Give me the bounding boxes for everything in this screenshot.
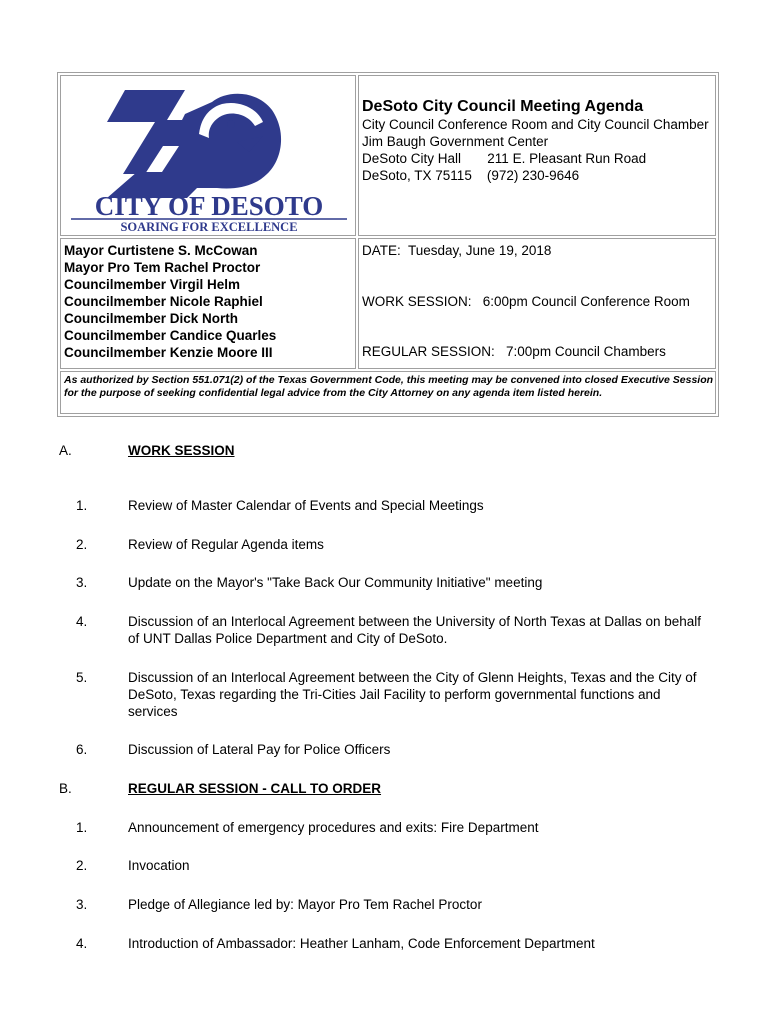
item-number: 1. (76, 820, 88, 835)
address-line: DeSoto, TX 75115 (972) 230-9646 (362, 168, 580, 183)
council-member: Councilmember Virgil Helm (64, 277, 241, 292)
item-text: Update on the Mayor's "Take Back Our Community Initiative" meeting (128, 575, 543, 590)
council-member: Councilmember Nicole Raphiel (64, 294, 263, 309)
item-number: 5. (76, 670, 88, 685)
council-member: Mayor Curtistene S. McCowan (64, 243, 258, 258)
title-cell (358, 75, 716, 236)
notice-text: As authorized by Section 551.071(2) of the Texas Government Code, this meeting may be convened into closed Executive Session for the purpose of seeking confidential legal advice from the City Attorney on any agenda item listed herein. (64, 374, 714, 399)
executive-session-notice (60, 371, 716, 414)
council-member: Councilmember Dick North (64, 311, 239, 326)
regular-session-time: REGULAR SESSION: 7:00pm Council Chambers (362, 344, 666, 359)
item-text: Discussion of an Interlocal Agreement between the University of North Texas at Dallas on behalf of UNT Dallas Police Department and City of DeSoto. (128, 614, 702, 646)
item-text: Review of Master Calendar of Events and Special Meetings (128, 498, 484, 513)
council-member: Mayor Pro Tem Rachel Proctor (64, 260, 261, 275)
item-number: 3. (76, 897, 88, 912)
item-number: 6. (76, 742, 88, 757)
section-letter: A. (59, 443, 72, 458)
item-number: 2. (76, 537, 88, 552)
logo-tagline: SOARING FOR EXCELLENCE (120, 220, 298, 232)
item-text: Invocation (128, 858, 190, 873)
council-members-cell (60, 238, 356, 369)
schedule-cell (358, 238, 716, 369)
item-text: Review of Regular Agenda items (128, 537, 324, 552)
council-member: Councilmember Candice Quarles (64, 328, 277, 343)
item-text: Pledge of Allegiance led by: Mayor Pro Tem Rachel Proctor (128, 897, 482, 912)
item-text: Discussion of Lateral Pay for Police Officers (128, 742, 391, 757)
agenda-title: DeSoto City Council Meeting Agenda (362, 98, 644, 115)
address-line: DeSoto City Hall 211 E. Pleasant Run Road (362, 151, 647, 166)
section-letter: B. (59, 781, 72, 796)
logo-city-name: CITY OF DESOTO (94, 191, 324, 221)
address-line: Jim Baugh Government Center (362, 134, 549, 149)
item-text: Announcement of emergency procedures and exits: Fire Department (128, 820, 539, 835)
council-member: Councilmember Kenzie Moore III (64, 345, 273, 360)
section-heading: WORK SESSION (128, 443, 235, 458)
item-text: Introduction of Ambassador: Heather Lanham, Code Enforcement Department (128, 936, 595, 951)
agenda-header-table (57, 72, 719, 417)
item-number: 3. (76, 575, 88, 590)
section-heading: REGULAR SESSION - CALL TO ORDER (128, 781, 382, 796)
meeting-date: DATE: Tuesday, June 19, 2018 (362, 243, 552, 258)
city-of-desoto-logo (67, 82, 351, 232)
work-session-time: WORK SESSION: 6:00pm Council Conference Room (362, 294, 690, 309)
item-number: 4. (76, 936, 88, 951)
logo-cell (60, 75, 356, 236)
item-number: 2. (76, 858, 88, 873)
item-text: Discussion of an Interlocal Agreement between the City of Glenn Heights, Texas and the City of DeSoto, Texas regarding the Tri-Cities Jail Facility to perform governmental functions and services (128, 670, 697, 719)
item-number: 4. (76, 614, 88, 629)
address-line: City Council Conference Room and City Council Chamber (362, 117, 709, 132)
item-number: 1. (76, 498, 88, 513)
